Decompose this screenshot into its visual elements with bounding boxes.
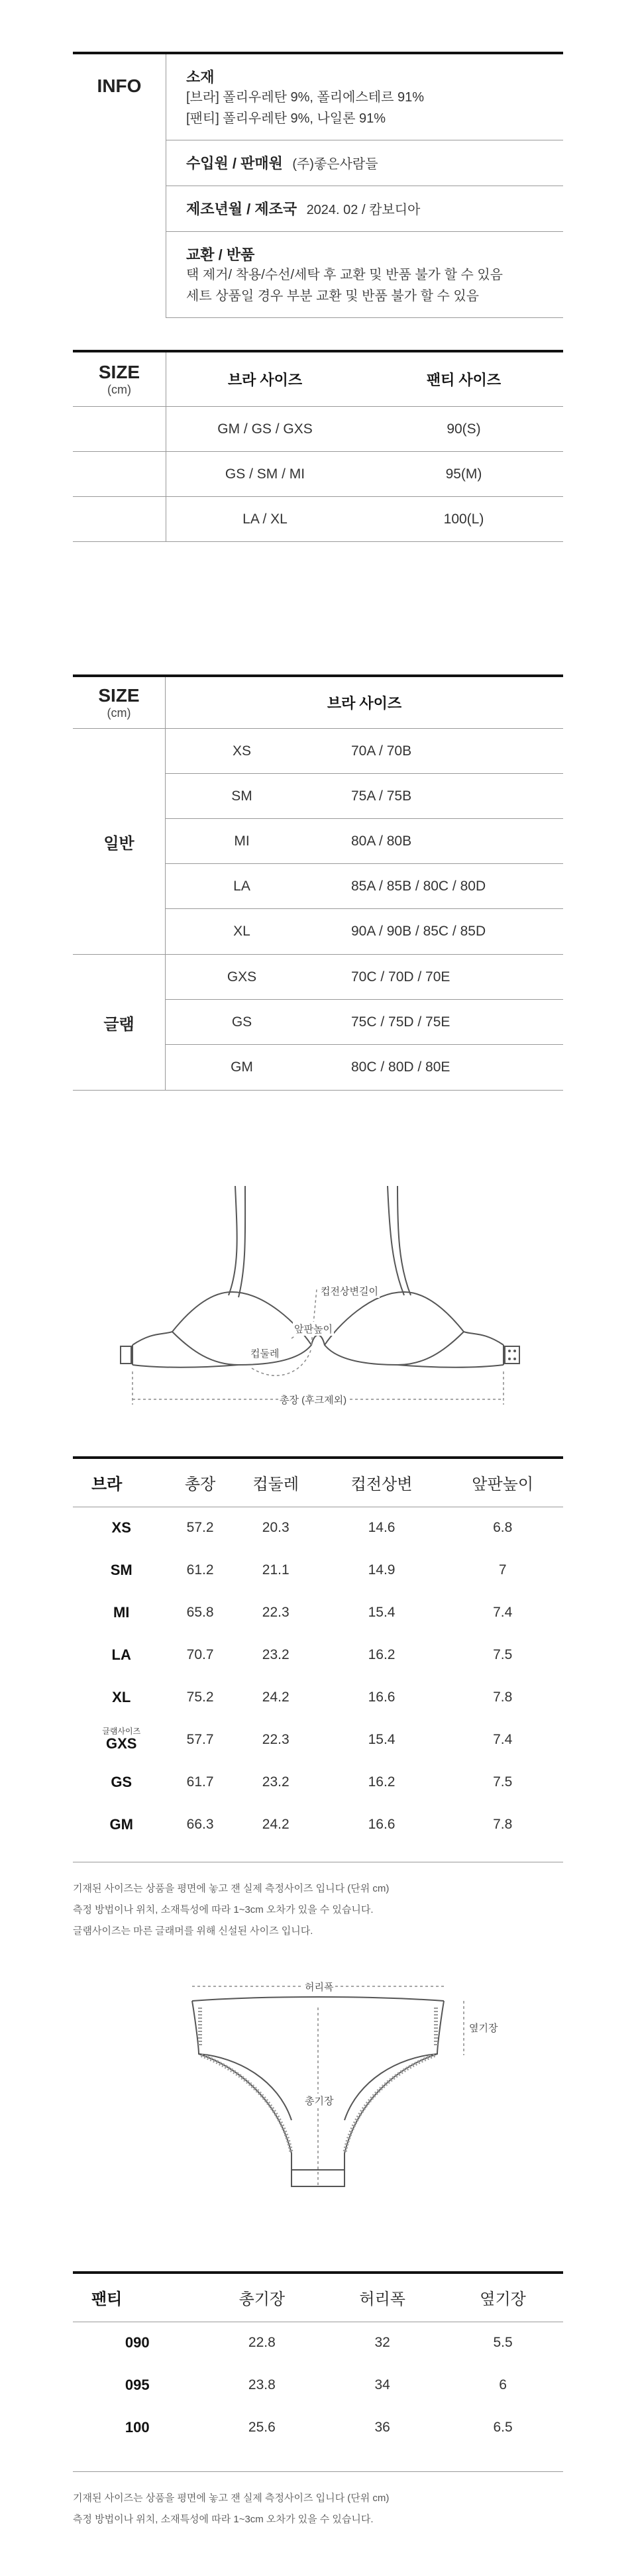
- header-row: [73, 2274, 563, 2322]
- col-cup-circumference: 컵둘레: [252, 1476, 299, 1494]
- table-row: [73, 2322, 563, 2364]
- col-total-length: 총기장: [238, 2290, 286, 2309]
- value-cell: 57.2: [186, 1520, 214, 1536]
- table-row: [166, 819, 563, 864]
- size-heading: [73, 677, 166, 728]
- table-row: [73, 1719, 563, 1761]
- value-cell: 75.2: [186, 1690, 214, 1705]
- value-cell: 24.2: [262, 1817, 290, 1832]
- table-row: [166, 1000, 563, 1045]
- value-cell: 14.9: [368, 1562, 396, 1578]
- value-cell: 6.5: [493, 2420, 513, 2435]
- bra-measure-diagram: [0, 1133, 636, 1438]
- panty-size-cell: 100(L): [443, 511, 484, 527]
- value-cell: 16.6: [368, 1690, 396, 1705]
- table-row: [73, 1676, 563, 1719]
- value-cell: 7.5: [493, 1647, 513, 1662]
- info-row-exchange: [166, 232, 563, 318]
- value-cell: 7: [498, 1562, 507, 1578]
- glam-size-tag: 글램사이즈: [102, 1727, 141, 1736]
- label-cup-circumference: 컵둘레: [249, 1346, 280, 1360]
- info-label: 수입원 / 판매원: [186, 155, 283, 172]
- size-notes: [73, 1862, 563, 1942]
- table-row: [73, 2364, 563, 2406]
- size-cell: GXS: [227, 969, 257, 985]
- value-cell: 7.8: [493, 1690, 513, 1705]
- value-cell: 16.2: [368, 1774, 396, 1790]
- size-cell: XS: [232, 743, 251, 759]
- value-cell: 70.7: [186, 1647, 214, 1662]
- col-bra-size: 브라 사이즈: [227, 372, 303, 388]
- note-line: 측정 방법이나 위치, 소재특성에 따라 1~3cm 오차가 있을 수 있습니다.: [73, 2514, 374, 2525]
- size-cell: LA: [233, 878, 250, 894]
- table-row: [73, 1634, 563, 1676]
- value-cell: 7.4: [493, 1732, 513, 1747]
- info-section: [73, 52, 563, 318]
- size-cell: GM: [109, 1816, 133, 1833]
- size-cell: XL: [112, 1689, 131, 1705]
- value-cell: 23.2: [262, 1647, 290, 1662]
- table-row: [73, 1761, 563, 1803]
- note-line: 글램사이즈는 마른 글래머를 위해 신설된 사이즈 입니다.: [73, 1925, 313, 1937]
- info-label: 교환 / 반품: [186, 246, 255, 263]
- size-cell: [73, 1719, 170, 1761]
- size-title: SIZE: [98, 362, 140, 382]
- value-cell: 7.8: [493, 1817, 513, 1832]
- col-bra-size: 브라 사이즈: [327, 695, 402, 712]
- value-cell: 61.7: [186, 1774, 214, 1790]
- info-label: 제조년월 / 제조국: [186, 201, 297, 217]
- bra-measure-table: [73, 1456, 563, 1846]
- note-line: 측정 방법이나 위치, 소재특성에 따라 1~3cm 오차가 있을 수 있습니다.: [73, 1904, 374, 1915]
- table-row: [166, 1045, 563, 1090]
- size-heading: [73, 362, 166, 397]
- size-title: SIZE: [98, 685, 140, 706]
- size-unit: (cm): [107, 383, 131, 396]
- value-cell: 20.3: [262, 1520, 290, 1536]
- info-value: (주)좋은사람들: [292, 157, 378, 172]
- label-waist-width: 허리폭: [303, 1980, 335, 1994]
- bra-size-cell: LA / XL: [242, 511, 288, 527]
- table-row: [73, 497, 563, 542]
- size-group-glam: [73, 955, 563, 1091]
- value-cell: 15.4: [368, 1732, 396, 1747]
- info-value: 2024. 02 / 캄보디아: [306, 203, 421, 217]
- info-value: 택 제거/ 착용/수선/세탁 후 교환 및 반품 불가 할 수 있음: [186, 268, 503, 282]
- size-header-row: [73, 677, 563, 729]
- cup-cell: 70C / 70D / 70E: [351, 969, 450, 985]
- table-row: [73, 1803, 563, 1846]
- bra-size-cell: GM / GS / GXS: [217, 421, 313, 437]
- header-row: [73, 1459, 563, 1507]
- value-cell: 22.8: [248, 2335, 276, 2351]
- size-cell: XS: [111, 1519, 131, 1536]
- value-cell: 14.6: [368, 1520, 396, 1536]
- value-cell: 7.5: [493, 1774, 513, 1790]
- table-row: [166, 864, 563, 909]
- cup-cell: 75A / 75B: [351, 788, 412, 804]
- table-row: [166, 955, 563, 1000]
- value-cell: 36: [374, 2420, 390, 2435]
- value-cell: 65.8: [186, 1605, 214, 1620]
- value-cell: 61.2: [186, 1562, 214, 1578]
- size-cell: GS: [231, 1014, 252, 1030]
- table-row: [73, 1591, 563, 1634]
- label-cup-top: 컵전상변길이: [319, 1284, 380, 1298]
- table-row: [73, 452, 563, 497]
- info-row-importer: [166, 140, 563, 186]
- size-cell: 100: [125, 2419, 150, 2436]
- group-name: 일반: [73, 729, 166, 954]
- info-value: 세트 상품일 경우 부분 교환 및 반품 불가 할 수 있음: [186, 289, 479, 303]
- value-cell: 7.4: [493, 1605, 513, 1620]
- size-notes: [73, 2471, 563, 2530]
- panty-measure-diagram: [0, 1968, 636, 2220]
- size-label: GXS: [105, 1735, 137, 1752]
- table-row: [73, 407, 563, 452]
- info-label: 소재: [186, 69, 215, 85]
- col-panty-size: 팬티 사이즈: [426, 372, 502, 388]
- size-table-set: [73, 350, 563, 542]
- value-cell: 57.7: [186, 1732, 214, 1747]
- size-group-regular: [73, 729, 563, 955]
- bra-size-cell: GS / SM / MI: [225, 466, 305, 482]
- value-cell: 66.3: [186, 1817, 214, 1832]
- size-table-bra: [73, 674, 563, 1091]
- value-cell: 34: [374, 2377, 390, 2392]
- info-row-material: [166, 54, 563, 140]
- size-cell: GS: [111, 1774, 132, 1790]
- col-side-length: 옆기장: [480, 2290, 526, 2309]
- value-cell: 15.4: [368, 1605, 396, 1620]
- table-row: [166, 774, 563, 819]
- note-line: 기재된 사이즈는 상품을 평면에 놓고 잰 실제 측정사이즈 입니다 (단위 cm): [73, 1883, 390, 1894]
- table-row: [166, 909, 563, 954]
- label-total-length: 총기장: [303, 2094, 335, 2108]
- info-body: [166, 54, 563, 318]
- cup-cell: 80A / 80B: [351, 833, 412, 849]
- value-cell: 16.6: [368, 1817, 396, 1832]
- size-cell: MI: [234, 833, 250, 849]
- label-front-height: 앞판높이: [293, 1322, 334, 1336]
- value-cell: 21.1: [262, 1562, 290, 1578]
- col-waist-width: 허리폭: [359, 2290, 405, 2309]
- value-cell: 25.6: [248, 2420, 276, 2435]
- panty-measure-table: [73, 2271, 563, 2449]
- info-value: [브라] 폴리우레탄 9%, 폴리에스테르 91%: [186, 90, 424, 105]
- col-total-length: 총장: [184, 1476, 216, 1494]
- panty-size-cell: 90(S): [447, 421, 481, 437]
- table-row: [166, 729, 563, 774]
- col-panty: 팬티: [91, 2290, 123, 2309]
- cup-cell: 70A / 70B: [351, 743, 412, 759]
- info-heading: INFO: [97, 76, 142, 96]
- note-line: 기재된 사이즈는 상품을 평면에 놓고 잰 실제 측정사이즈 입니다 (단위 cm): [73, 2493, 390, 2504]
- value-cell: 23.8: [248, 2377, 276, 2392]
- size-cell: 090: [125, 2334, 150, 2351]
- value-cell: 24.2: [262, 1690, 290, 1705]
- info-value: [팬티] 폴리우레탄 9%, 나일론 91%: [186, 111, 386, 126]
- col-cup-top: 컵전상변: [350, 1476, 413, 1494]
- value-cell: 22.3: [262, 1605, 290, 1620]
- cup-cell: 90A / 90B / 85C / 85D: [351, 924, 486, 939]
- label-side-length: 옆기장: [468, 2021, 499, 2035]
- cup-cell: 85A / 85B / 80C / 80D: [351, 878, 486, 894]
- value-cell: 5.5: [493, 2335, 513, 2351]
- col-bra: 브라: [91, 1476, 123, 1494]
- size-cell: MI: [113, 1604, 130, 1621]
- col-front-height: 앞판높이: [472, 1476, 534, 1494]
- value-cell: 22.3: [262, 1732, 290, 1747]
- table-row: [73, 2406, 563, 2449]
- value-cell: 6: [499, 2377, 507, 2392]
- value-cell: 16.2: [368, 1647, 396, 1662]
- size-cell: 095: [125, 2377, 150, 2393]
- table-row: [73, 1507, 563, 1549]
- size-cell: GM: [231, 1059, 253, 1075]
- size-cell: LA: [111, 1646, 131, 1663]
- size-cell: SM: [231, 788, 252, 804]
- group-name: 글램: [73, 955, 166, 1090]
- table-row: [73, 1549, 563, 1591]
- size-cell: XL: [233, 924, 250, 939]
- cup-cell: 80C / 80D / 80E: [351, 1059, 450, 1075]
- label-total-length: 총장 (후크제외): [278, 1393, 348, 1407]
- value-cell: 32: [374, 2335, 390, 2351]
- value-cell: 6.8: [493, 1520, 513, 1536]
- value-cell: 23.2: [262, 1774, 290, 1790]
- info-row-manufacture: [166, 186, 563, 232]
- size-unit: (cm): [107, 706, 131, 720]
- size-cell: SM: [110, 1562, 132, 1578]
- cup-cell: 75C / 75D / 75E: [351, 1014, 450, 1030]
- bra-illustration: [0, 1133, 636, 1438]
- panty-size-cell: 95(M): [445, 466, 482, 482]
